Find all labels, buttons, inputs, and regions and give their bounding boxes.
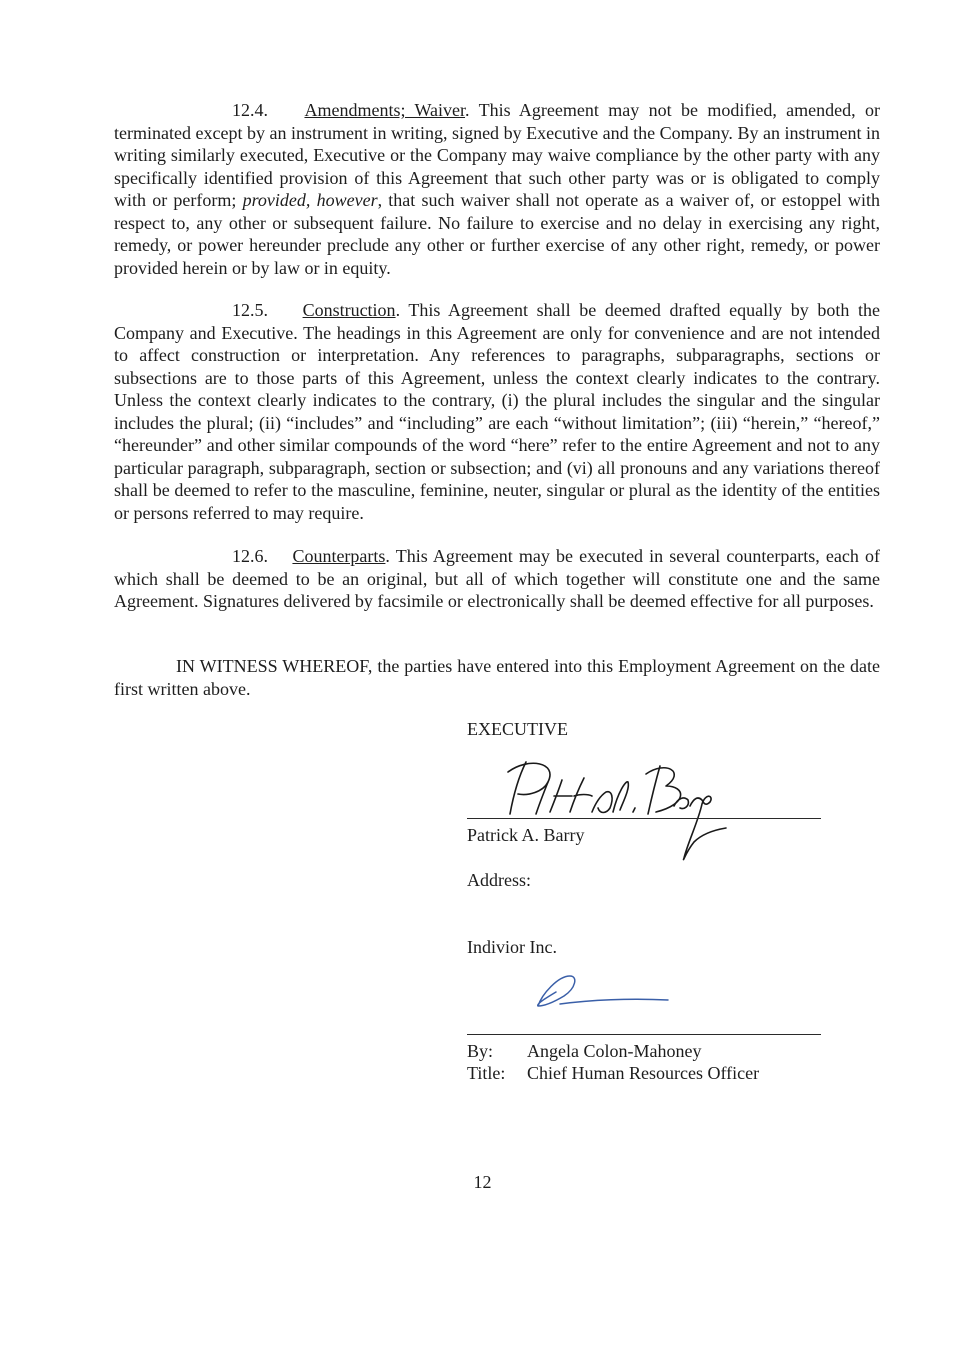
section-text: , that such waiver shall not operate as a waiver of, or estoppel with respect to, any other or subsequent failure. No failure to exercise and no delay in exercising any right, remedy, or power hereunder preclude any other or further exercise of any other right, remedy, or power provided herein or by law or in equity.	[114, 190, 881, 278]
section-12-5	[114, 299, 880, 524]
section-number: 12.4.	[232, 100, 268, 120]
executive-signature	[488, 752, 738, 867]
company-name: Indivior Inc.	[467, 937, 557, 957]
section-text: . This Agreement shall be deemed drafted equally by both the Company and Executive. The headings in this Agreement are only for convenience and are not intended to affect construction or interpretation. Any references to paragraphs, subparagraphs, sections or subsections are to those parts of this Agreement, unless the context clearly indicates to the contrary. Unless the context clearly indicates to the contrary, (i) the plural includes the singular and the singular includes the plural; (ii) “includes” and “including” are each “without limitation”; (iii) “herein,” “hereof,” “hereunder” and other similar compounds of the word “here” refer to the entire Agreement and not to any particular paragraph, subparagraph, section or subsection; and (vi) all pronouns and any variations thereof shall be deemed to refer to the masculine, feminine, neuter, singular or plural as the identity of the entities or persons referred to may require.	[114, 300, 880, 523]
section-heading: Construction	[302, 300, 396, 320]
section-text: . This Agreement may not be modified, amended, or terminated except by an instrument in writing, signed by Executive and the Company. By an instrument in writing similarly executed, Executive or the Company may waive compliance by the other party with any specifically identified provision of this Agreement that such other party was or is obligated to comply with or perform;	[114, 100, 881, 210]
section-italic: provided, however	[242, 190, 378, 210]
witness-text: IN WITNESS WHEREOF, the parties have entered into this Employment Agreement on the date first written above.	[114, 656, 880, 699]
section-12-4	[114, 99, 880, 279]
section-number: 12.5.	[232, 300, 268, 320]
by-value: Angela Colon-Mahoney	[527, 1041, 702, 1061]
title-label: Title:	[467, 1063, 506, 1083]
executive-signature-line	[467, 818, 821, 819]
executive-name: Patrick A. Barry	[467, 825, 585, 845]
company-signature	[530, 970, 675, 1015]
executive-label: EXECUTIVE	[467, 719, 568, 739]
section-12-6	[114, 545, 880, 613]
title-value: Chief Human Resources Officer	[527, 1063, 760, 1083]
company-signature-line	[467, 1034, 821, 1035]
section-number: 12.6.	[232, 546, 268, 566]
address-label: Address:	[467, 870, 531, 890]
section-text: . This Agreement may be executed in several counterparts, each of which shall be deemed to be an original, but all of which together will constitute one and the same Agreement. Signatures delivered by facsimile or electronically shall be deemed effective for all purposes.	[114, 546, 880, 611]
section-heading: Counterparts	[292, 546, 386, 566]
by-row	[467, 1040, 759, 1084]
page-number: 12	[473, 1172, 492, 1192]
witness-clause	[114, 655, 880, 700]
by-label: By:	[467, 1041, 494, 1061]
section-heading: Amendments; Waiver	[304, 100, 466, 120]
